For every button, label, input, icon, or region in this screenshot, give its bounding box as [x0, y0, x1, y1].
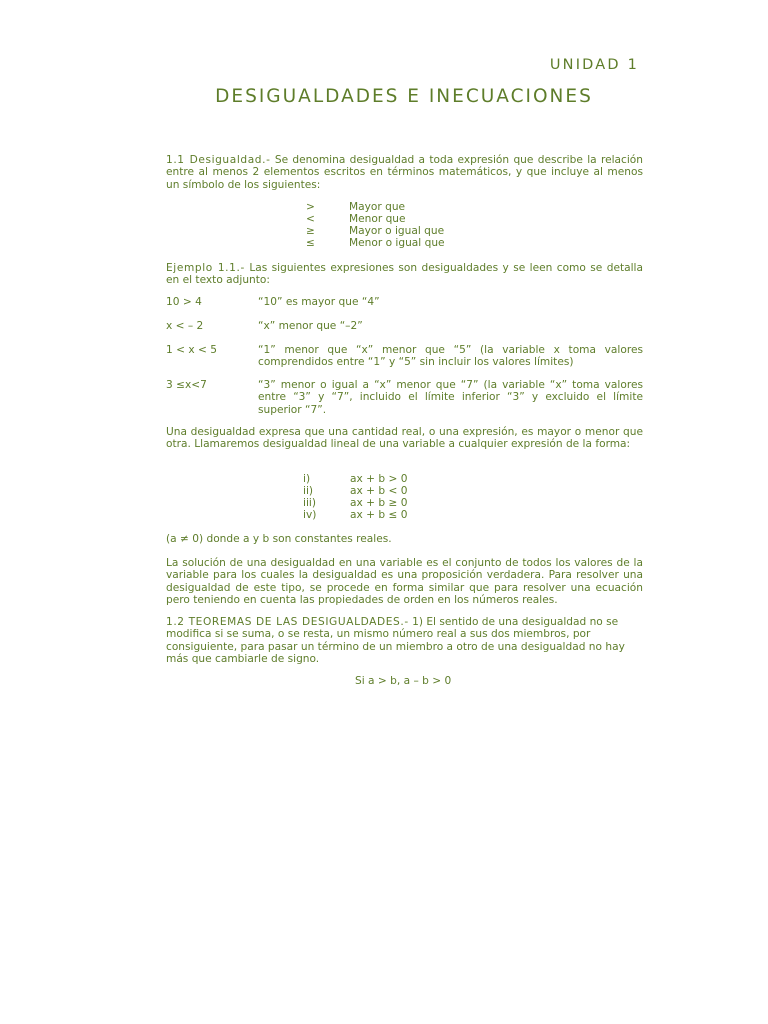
section-2-text: 1) El sentido de una desigualdad no se modifica si se suma, o se resta, un mismo número real a sus dos miembros, por consiguiente, para pasar un término de un miembro a otro de una desigualdad no hay más que cambiarle de signo. — [166, 616, 625, 666]
form-expression: ax + b ≤ 0 — [350, 509, 408, 521]
example-reading: “x” menor que “–2” — [258, 320, 363, 332]
symbol-meaning: Menor que — [349, 213, 406, 225]
symbol: > — [306, 201, 315, 213]
symbol-meaning: Mayor o igual que — [349, 225, 445, 237]
solution-text: La solución de una desigualdad en una variable es el conjunto de todos los valores de la variable para los cuales la desigualdad es una proposición verdadera. Para resolver una desigualdad de este tipo, se procede en forma similar que para resolver una ecuación pero teniendo en cuenta las propiedades de orden en los números reales. — [166, 557, 643, 607]
symbol-meaning: Menor o igual que — [349, 237, 445, 249]
form-expression: ax + b ≥ 0 — [350, 497, 408, 509]
symbol-row — [306, 213, 406, 225]
symbol-row — [306, 225, 444, 237]
linear-text: Una desigualdad expresa que una cantidad real, o una expresión, es mayor o menor que otra. Llamaremos desigualdad lineal de una variable a cualquier expresión de la forma: — [166, 426, 643, 451]
section-2-heading: 1.2 TEOREMAS DE LAS DESIGUALDADES.- — [166, 616, 409, 628]
section-1-text: Se denomina desigualdad a toda expresión que describe la relación entre al menos 2 elementos escritos en términos matemáticos, y que incluye al menos un símbolo de los siguientes: — [166, 154, 644, 191]
symbol: ≥ — [306, 225, 315, 237]
symbol: ≤ — [306, 237, 315, 249]
section-1-heading: 1.1 Desigualdad.- — [166, 154, 271, 166]
linear-note-text: (a ≠ 0) donde a y b son constantes reales. — [166, 533, 392, 545]
form-label: ii) — [303, 485, 314, 497]
form-expression: ax + b > 0 — [350, 473, 408, 485]
form-row — [303, 473, 407, 485]
example-paragraph — [166, 262, 643, 287]
linear-note — [166, 533, 643, 545]
section-1-paragraph — [166, 154, 643, 191]
form-expression: ax + b < 0 — [350, 485, 408, 497]
symbol-meaning: Mayor que — [349, 201, 406, 213]
section-2-paragraph — [166, 616, 643, 666]
theorem-formula: Si a > b, a – b > 0 — [355, 675, 452, 687]
example-text: Las siguientes expresiones son desigualdades y se leen como se detalla en el texto adjunto: — [166, 262, 643, 287]
linear-paragraph — [166, 426, 643, 451]
symbol-row — [306, 201, 405, 213]
form-row — [303, 509, 407, 521]
unit-label: UNIDAD 1 — [549, 57, 639, 73]
symbol: < — [306, 213, 315, 225]
example-heading: Ejemplo 1.1.- — [166, 262, 245, 274]
form-row — [303, 497, 407, 509]
example-expression: 10 > 4 — [166, 296, 202, 308]
page-title: DESIGUALDADES E INECUACIONES — [215, 86, 593, 107]
example-expression: x < – 2 — [166, 320, 204, 332]
example-reading: “10” es mayor que “4” — [258, 296, 380, 308]
example-reading: “3” menor o igual a “x” menor que “7” (la variable “x” toma valores entre “3” y “7”, incluido el límite inferior “3” y excluido el límite superior “7”. — [258, 379, 643, 416]
example-expression: 3 ≤x<7 — [166, 379, 207, 391]
example-reading: “1” menor que “x” menor que “5” (la variable x toma valores comprendidos entre “1” y “5” sin incluir los valores límites) — [258, 344, 643, 369]
example-expression: 1 < x < 5 — [166, 344, 217, 356]
form-label: iii) — [303, 497, 316, 509]
form-label: i) — [303, 473, 311, 485]
form-row — [303, 485, 407, 497]
symbol-row — [306, 237, 445, 249]
solution-paragraph — [166, 557, 643, 607]
form-label: iv) — [303, 509, 317, 521]
